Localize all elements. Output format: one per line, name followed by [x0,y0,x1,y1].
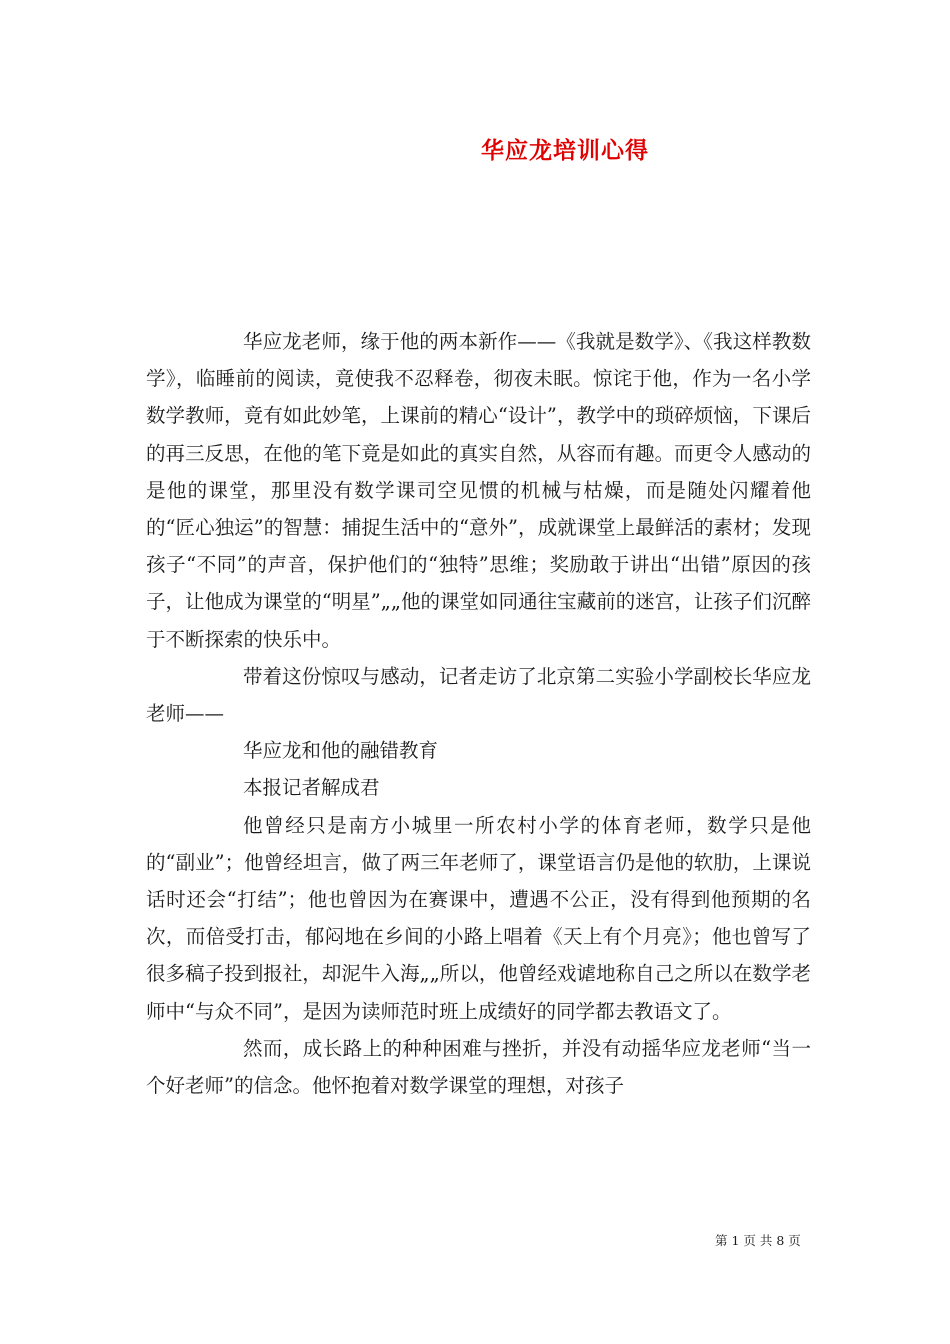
page-number-footer: 第 1 页 共 8 页 [715,1233,801,1248]
document-body [146,323,811,1104]
paragraph-conviction: 然而，成长路上的种种困难与挫折，并没有动摇华应龙老师“当一个好老师”的信念。他怀抱着对数学课堂的理想，对孩子 [146,1036,811,1098]
paragraph-intro: 华应龙老师，缘于他的两本新作——《我就是数学》、《我这样教数学》，临睡前的阅读，竟使我不忍释卷，彻夜未眠。惊诧于他，作为一名小学数学教师，竟有如此妙笔，上课前的精心“设计”，教学中的琐碎烦恼，下课后的再三反思，在他的笔下竟是如此的真实自然，从容而有趣。而更令人感动的是他的课堂，那里没有数学课司空见惯的机械与枯燥，而是随处闪耀着他的“匠心独运”的智慧：捕捉生活中的“意外”，成就课堂上最鲜活的素材；发现孩子“不同”的声音，保护他们的“独特”思维；奖励敢于讲出“出错”原因的孩子，让他成为课堂的“明星”„„他的课堂如同通往宝藏前的迷宫，让孩子们沉醉于不断探索的快乐中。 [146,330,811,651]
article-subtitle: 华应龙和他的融错教育 [243,739,439,763]
article-byline: 本报记者解成君 [243,776,380,800]
document-title: 华应龙培训心得 [481,137,649,164]
paragraph-background: 他曾经只是南方小城里一所农村小学的体育老师，数学只是他的“副业”；他曾经坦言，做了两三年老师了，课堂语言仍是他的软肋，上课说话时还会“打结”；他也曾因为在赛课中，遭遇不公正，没有得到他预期的名次，而倍受打击，郁闷地在乡间的小路上唱着《天上有个月亮》；他也曾写了很多稿子投到报社，却泥牛入海„„所以，他曾经戏谑地称自己之所以在数学老师中“与众不同”，是因为读师范时班上成绩好的同学都去教语文了。 [146,813,811,1023]
paragraph-visit: 带着这份惊叹与感动，记者走访了北京第二实验小学副校长华应龙老师—— [146,664,811,726]
